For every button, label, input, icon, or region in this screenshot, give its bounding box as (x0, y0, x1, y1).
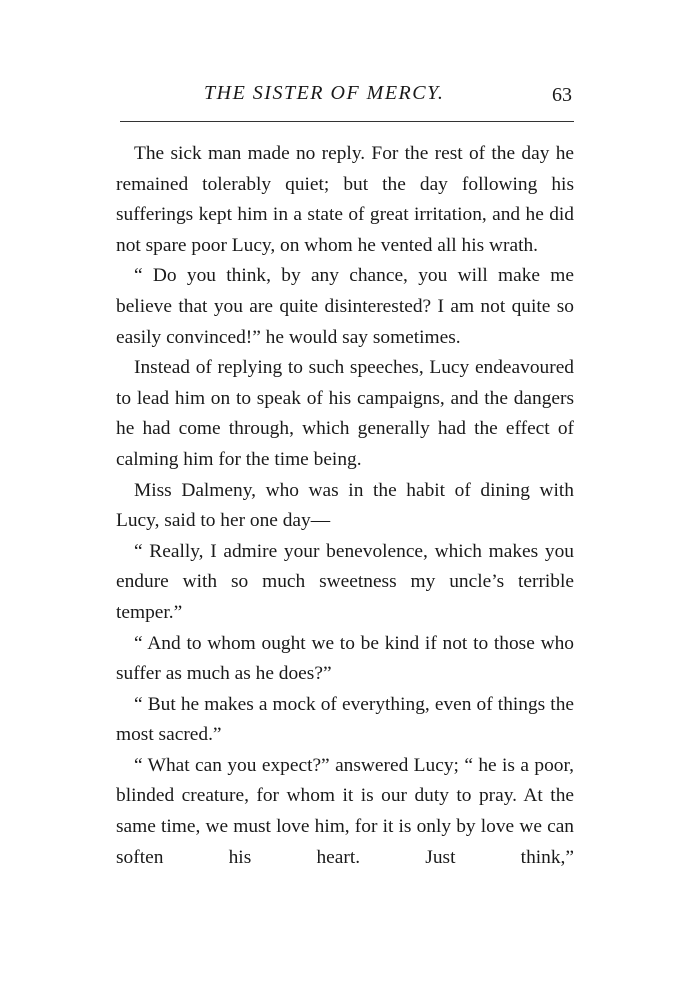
paragraph: “ What can you expect?” answered Lucy; “ he is a poor, blinded creature, for whom it is our duty to pray. At the same time, we must love him, for it is only by love we can soften his heart. Just think,” (116, 754, 574, 868)
paragraph: “ Do you think, by any chance, you will make me believe that you are quite disinterested? I am not quite so easily convinced!” he would say sometimes. (116, 265, 574, 348)
running-head (116, 82, 576, 112)
paragraph: “ Really, I admire your benevolence, which makes you endure with so much sweetness my uncle’s terrible temper.” (116, 540, 574, 623)
paragraph: “ But he makes a mock of everything, even of things the most sacred.” (116, 693, 574, 746)
paragraph: Instead of replying to such speeches, Lucy endeavoured to lead him on to speak of his campaigns, and the dangers he had come through, which generally had the effect of calming him for the time being. (116, 357, 574, 470)
body-text (116, 139, 574, 873)
page-number: 63 (552, 84, 572, 106)
paragraph: Miss Dalmeny, who was in the habit of dining with Lucy, said to her one day— (116, 479, 574, 532)
running-title: THE SISTER OF MERCY. (204, 82, 445, 104)
header-rule (120, 121, 574, 122)
paragraph: The sick man made no reply. For the rest of the day he remained tolerably quiet; but the day following his sufferings kept him in a state of great irritation, and he did not spare poor Lucy, on whom he vented all his wrath. (116, 143, 574, 256)
paragraph: “ And to whom ought we to be kind if not to those who suffer as much as he does?” (116, 632, 574, 685)
